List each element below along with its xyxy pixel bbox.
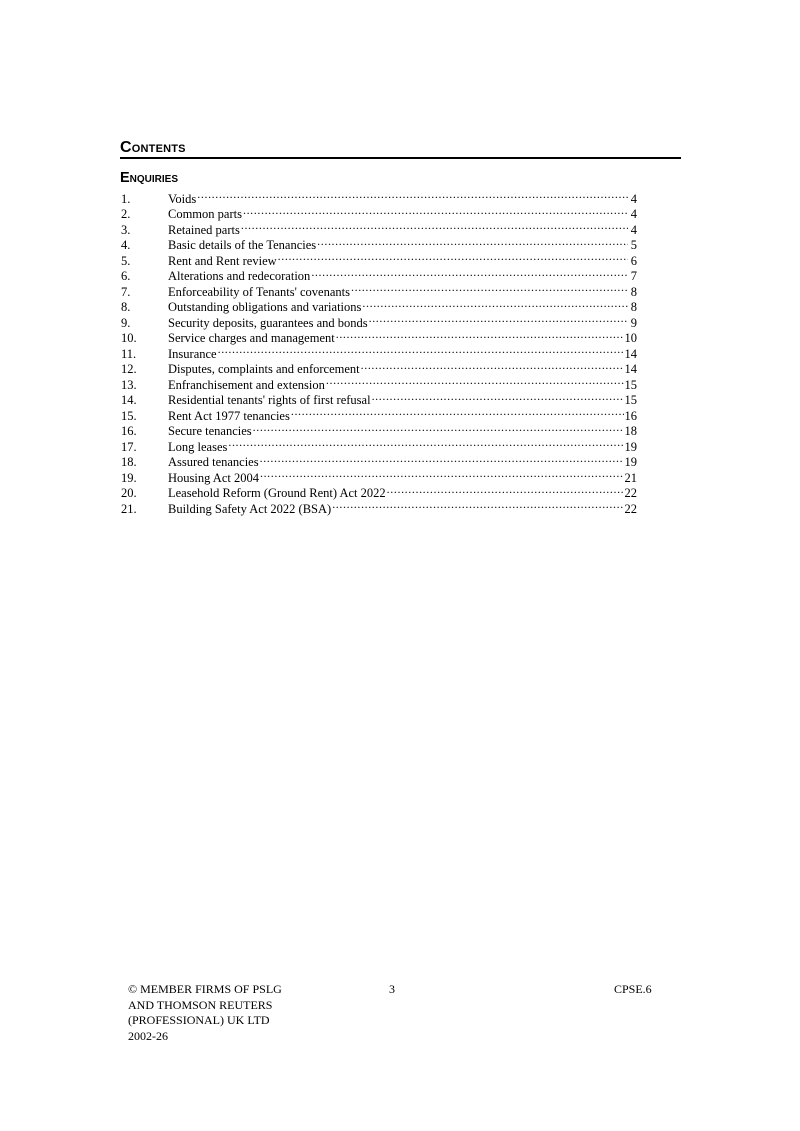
toc-entry-page: 5: [630, 238, 637, 252]
copyright-line: (PROFESSIONAL) UK LTD: [128, 1013, 270, 1027]
toc-dot-leader: [372, 389, 624, 405]
toc-entry-title: Rent and Rent review: [168, 253, 277, 268]
toc-entry-number: 13.: [121, 377, 137, 392]
toc-entry-title: Voids: [168, 191, 197, 206]
toc-entry-title: Disputes, complaints and enforcement: [168, 362, 360, 376]
toc-entry-page: 19: [624, 455, 637, 469]
toc-dot-leader: [253, 420, 624, 436]
contents-heading: Contents: [120, 138, 681, 159]
toc-entry-title: Outstanding obligations and variations: [168, 300, 362, 314]
toc-entry-number: 14.: [121, 393, 137, 407]
toc-dot-leader: [260, 466, 624, 482]
toc-dot-leader: [361, 358, 624, 374]
toc-entry-page: 4: [630, 191, 637, 206]
page-number: 3: [389, 982, 395, 996]
toc-entry-title: Long leases: [168, 439, 228, 454]
toc-entry-page: 18: [624, 424, 637, 438]
toc-entry-title: Common parts: [168, 207, 242, 221]
toc-entry-page: 15: [624, 377, 637, 392]
toc-entry-title: Security deposits, guarantees and bonds: [168, 315, 368, 330]
toc-entry-page: 8: [630, 284, 637, 299]
toc-entry-number: 15.: [121, 408, 137, 423]
toc-entry-title: Enfranchisement and extension: [168, 377, 325, 392]
toc-entry-page: 6: [630, 253, 637, 268]
toc-dot-leader: [241, 218, 628, 234]
toc-entry-page: 21: [624, 470, 637, 485]
toc-entry-page: 10: [624, 331, 637, 345]
toc-dot-leader: [197, 187, 628, 203]
copyright-line: 2002-26: [128, 1028, 168, 1043]
toc-entry-page: 4: [630, 207, 637, 221]
toc-entry-number: 16.: [121, 424, 137, 438]
toc-dot-leader: [317, 234, 628, 250]
toc-entry-title: Service charges and management: [168, 331, 335, 345]
toc-dot-leader: [336, 327, 624, 343]
toc-entry-number: 6.: [121, 269, 131, 283]
toc-entry-number: 8.: [121, 300, 131, 314]
toc-dot-leader: [332, 497, 623, 513]
toc-entry-number: 17.: [121, 439, 137, 454]
table-of-contents: [121, 187, 637, 516]
toc-dot-leader: [326, 373, 624, 389]
toc-dot-leader: [278, 249, 628, 265]
toc-entry-number: 20.: [121, 486, 137, 500]
copyright-line: AND THOMSON REUTERS: [128, 997, 273, 1012]
toc-entry-page: 8: [630, 300, 637, 314]
copyright-line: © MEMBER FIRMS OF PSLG: [128, 982, 282, 996]
toc-dot-leader: [311, 265, 628, 281]
toc-entry-number: 19.: [121, 470, 137, 485]
toc-entry-title: Enforceability of Tenants' covenants: [168, 284, 350, 299]
toc-entry-number: 3.: [121, 222, 131, 237]
toc-dot-leader: [351, 280, 628, 296]
toc-entry-number: 18.: [121, 455, 137, 469]
toc-entry-title: Retained parts: [168, 222, 240, 237]
toc-dot-leader: [218, 342, 624, 358]
toc-dot-leader: [362, 296, 628, 312]
toc-entry-title: Insurance: [168, 346, 217, 361]
document-code: CPSE.6: [614, 982, 652, 996]
toc-entry-title: Residential tenants' rights of first refusal: [168, 393, 371, 407]
toc-entry-page: 22: [624, 501, 637, 516]
toc-entry-number: 1.: [121, 191, 131, 206]
toc-entry-title: Secure tenancies: [168, 424, 252, 438]
copyright-notice: [128, 982, 282, 1044]
toc-entry-page: 7: [630, 269, 637, 283]
toc-entry-page: 9: [630, 315, 637, 330]
toc-dot-leader: [243, 203, 628, 219]
toc-entry-number: 2.: [121, 207, 131, 221]
toc-entry-number: 9.: [121, 315, 131, 330]
toc-entry-number: 11.: [121, 346, 137, 361]
section-heading: Enquiries: [120, 170, 179, 186]
toc-entry-page: 15: [624, 393, 637, 407]
toc-dot-leader: [260, 451, 624, 467]
toc-entry-page: 14: [624, 362, 637, 376]
toc-entry-page: 4: [630, 222, 637, 237]
toc-entry-title: Building Safety Act 2022 (BSA): [168, 501, 332, 516]
toc-entry-page: 19: [624, 439, 637, 454]
toc-entry-number: 12.: [121, 362, 137, 376]
toc-entry-page: 16: [624, 408, 637, 423]
toc-entry[interactable]: [121, 187, 637, 206]
toc-entry-page: 14: [624, 346, 637, 361]
toc-entry-number: 10.: [121, 331, 137, 345]
toc-entry-title: Alterations and redecoration: [168, 269, 311, 283]
toc-entry-title: Assured tenancies: [168, 455, 259, 469]
toc-entry-number: 7.: [121, 284, 131, 299]
toc-dot-leader: [228, 435, 623, 451]
toc-entry-number: 4.: [121, 238, 131, 252]
toc-entry[interactable]: [121, 203, 637, 219]
toc-entry-title: Leasehold Reform (Ground Rent) Act 2022: [168, 486, 386, 500]
toc-dot-leader: [291, 404, 624, 420]
toc-dot-leader: [387, 482, 624, 498]
toc-entry-number: 5.: [121, 253, 131, 268]
toc-entry-number: 21.: [121, 501, 137, 516]
toc-entry-title: Housing Act 2004: [168, 470, 259, 485]
toc-entry-page: 22: [624, 486, 637, 500]
toc-entry-title: Rent Act 1977 tenancies: [168, 408, 290, 423]
toc-dot-leader: [369, 311, 628, 327]
toc-entry-title: Basic details of the Tenancies: [168, 238, 317, 252]
